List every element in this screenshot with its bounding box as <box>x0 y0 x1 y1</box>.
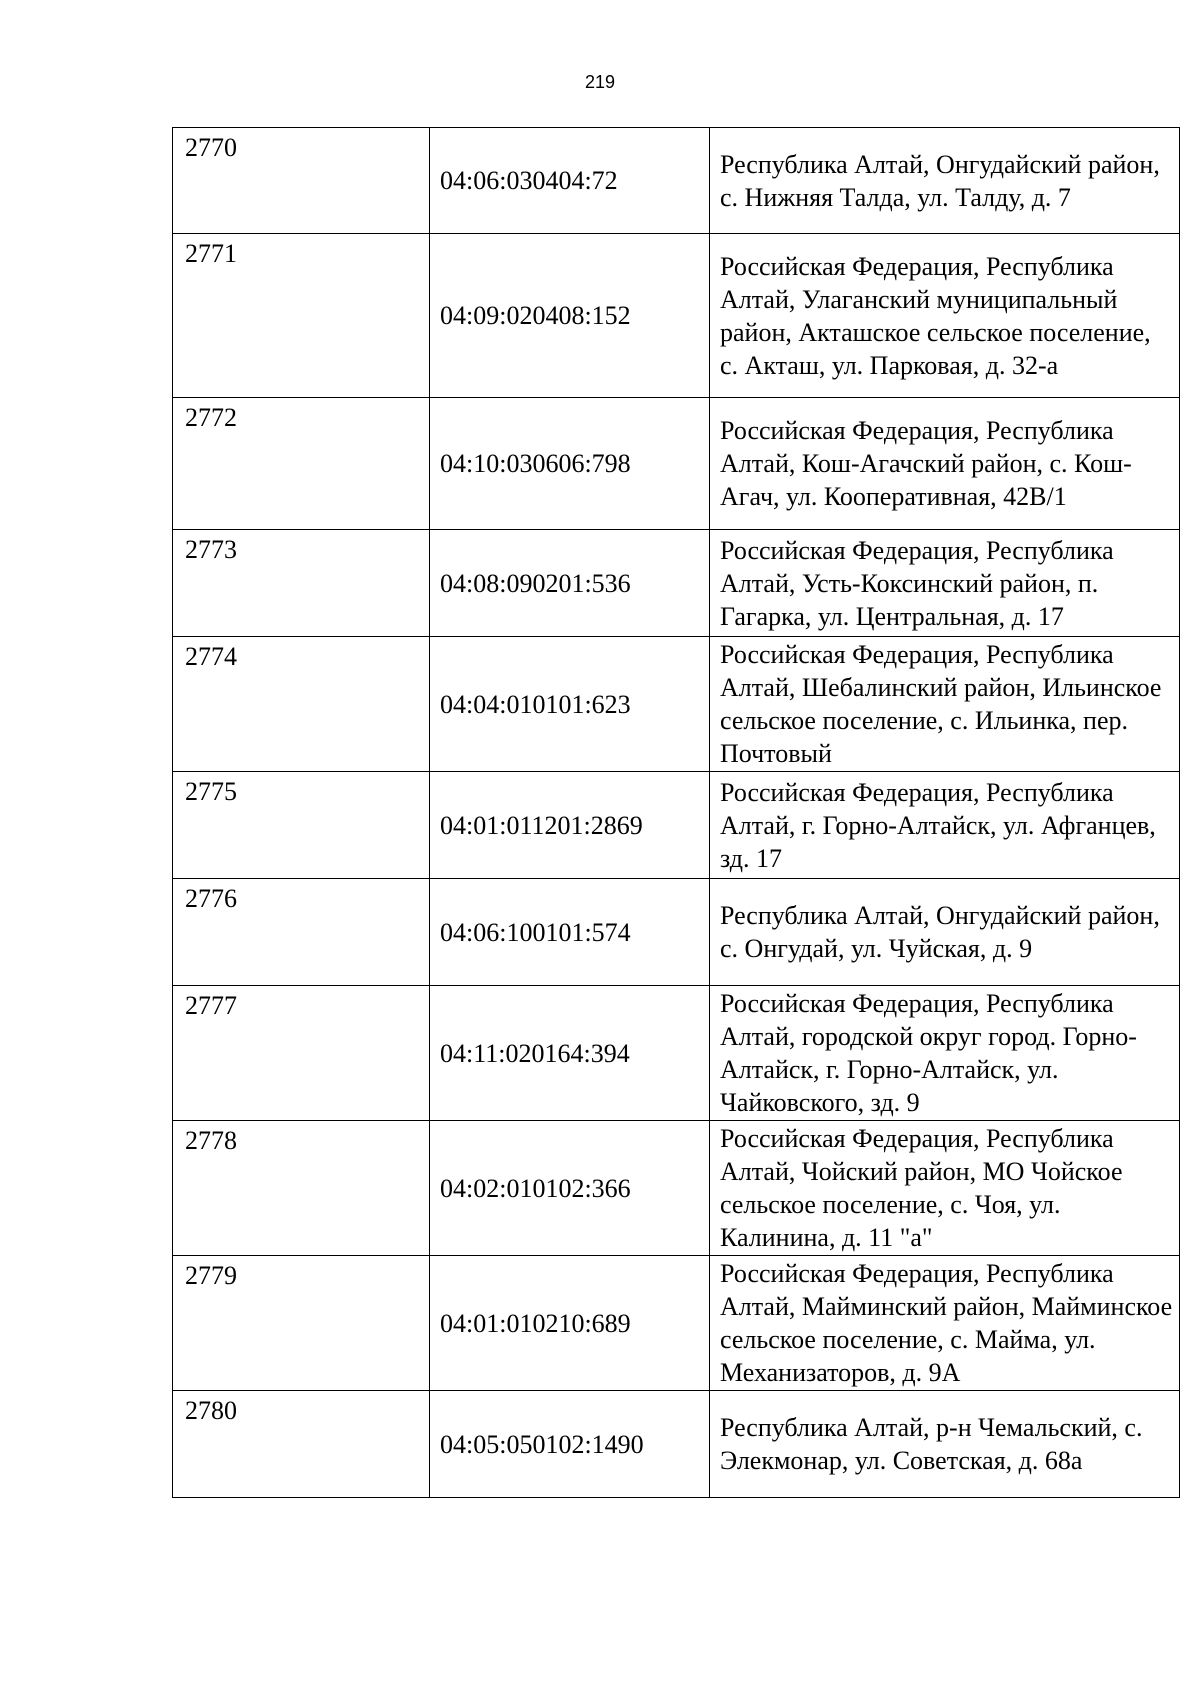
address-cell: Российская Федерация, Республика Алтай, Чойский район, МО Чойское сельское поселение, с. Чоя, ул. Калинина, д. 11 "а" <box>710 1121 1180 1256</box>
cadastral-number-cell: 04:11:020164:394 <box>430 986 710 1121</box>
cadastral-number-cell: 04:06:030404:72 <box>430 128 710 234</box>
table-row <box>173 772 1180 879</box>
cadastral-number-cell: 04:02:010102:366 <box>430 1121 710 1256</box>
page-number: 219 <box>584 72 616 92</box>
row-number-cell: 2772 <box>173 398 430 530</box>
cadastral-number-cell: 04:10:030606:798 <box>430 398 710 530</box>
row-number-cell: 2778 <box>173 1121 430 1256</box>
table-row <box>173 1256 1180 1391</box>
cadastral-number-cell: 04:04:010101:623 <box>430 637 710 772</box>
table-row <box>173 128 1180 234</box>
address-cell: Российская Федерация, Республика Алтай, Шебалинский район, Ильинское сельское поселение, с. Ильинка, пер. Почтовый <box>710 637 1180 772</box>
address-cell: Республика Алтай, Онгудайский район, с. Нижняя Талда, ул. Талду, д. 7 <box>710 128 1180 234</box>
registry-table <box>172 127 1180 1498</box>
row-number-cell: 2770 <box>173 128 430 234</box>
table-row <box>173 530 1180 637</box>
cadastral-number-cell: 04:01:010210:689 <box>430 1256 710 1391</box>
table-row <box>173 1391 1180 1498</box>
table-row <box>173 398 1180 530</box>
cadastral-number-cell: 04:05:050102:1490 <box>430 1391 710 1498</box>
table-row <box>173 234 1180 398</box>
address-cell: Российская Федерация, Республика Алтай, Кош-Агачский район, с. Кош-Агач, ул. Кооперативная, 42В/1 <box>710 398 1180 530</box>
table-row <box>173 1121 1180 1256</box>
table-row <box>173 986 1180 1121</box>
row-number-cell: 2771 <box>173 234 430 398</box>
row-number-cell: 2773 <box>173 530 430 637</box>
address-cell: Российская Федерация, Республика Алтай, городской округ город. Горно-Алтайск, г. Горно-Алтайск, ул. Чайковского, зд. 9 <box>710 986 1180 1121</box>
address-cell: Российская Федерация, Республика Алтай, г. Горно-Алтайск, ул. Афганцев, зд. 17 <box>710 772 1180 879</box>
row-number-cell: 2776 <box>173 879 430 986</box>
address-cell: Российская Федерация, Республика Алтай, Майминский район, Майминское сельское поселение, с. Майма, ул. Механизаторов, д. 9А <box>710 1256 1180 1391</box>
row-number-cell: 2779 <box>173 1256 430 1391</box>
row-number-cell: 2780 <box>173 1391 430 1498</box>
cadastral-number-cell: 04:01:011201:2869 <box>430 772 710 879</box>
address-cell: Республика Алтай, Онгудайский район, с. Онгудай, ул. Чуйская, д. 9 <box>710 879 1180 986</box>
address-cell: Российская Федерация, Республика Алтай, Улаганский муниципальный район, Акташское сельское поселение, с. Акташ, ул. Парковая, д. 32-а <box>710 234 1180 398</box>
cadastral-number-cell: 04:06:100101:574 <box>430 879 710 986</box>
row-number-cell: 2775 <box>173 772 430 879</box>
table-row <box>173 879 1180 986</box>
row-number-cell: 2777 <box>173 986 430 1121</box>
address-cell: Российская Федерация, Республика Алтай, Усть-Коксинский район, п. Гагарка, ул. Центральная, д. 17 <box>710 530 1180 637</box>
cadastral-number-cell: 04:08:090201:536 <box>430 530 710 637</box>
address-cell: Республика Алтай, р-н Чемальский, с. Элекмонар, ул. Советская, д. 68а <box>710 1391 1180 1498</box>
cadastral-number-cell: 04:09:020408:152 <box>430 234 710 398</box>
table-row <box>173 637 1180 772</box>
row-number-cell: 2774 <box>173 637 430 772</box>
